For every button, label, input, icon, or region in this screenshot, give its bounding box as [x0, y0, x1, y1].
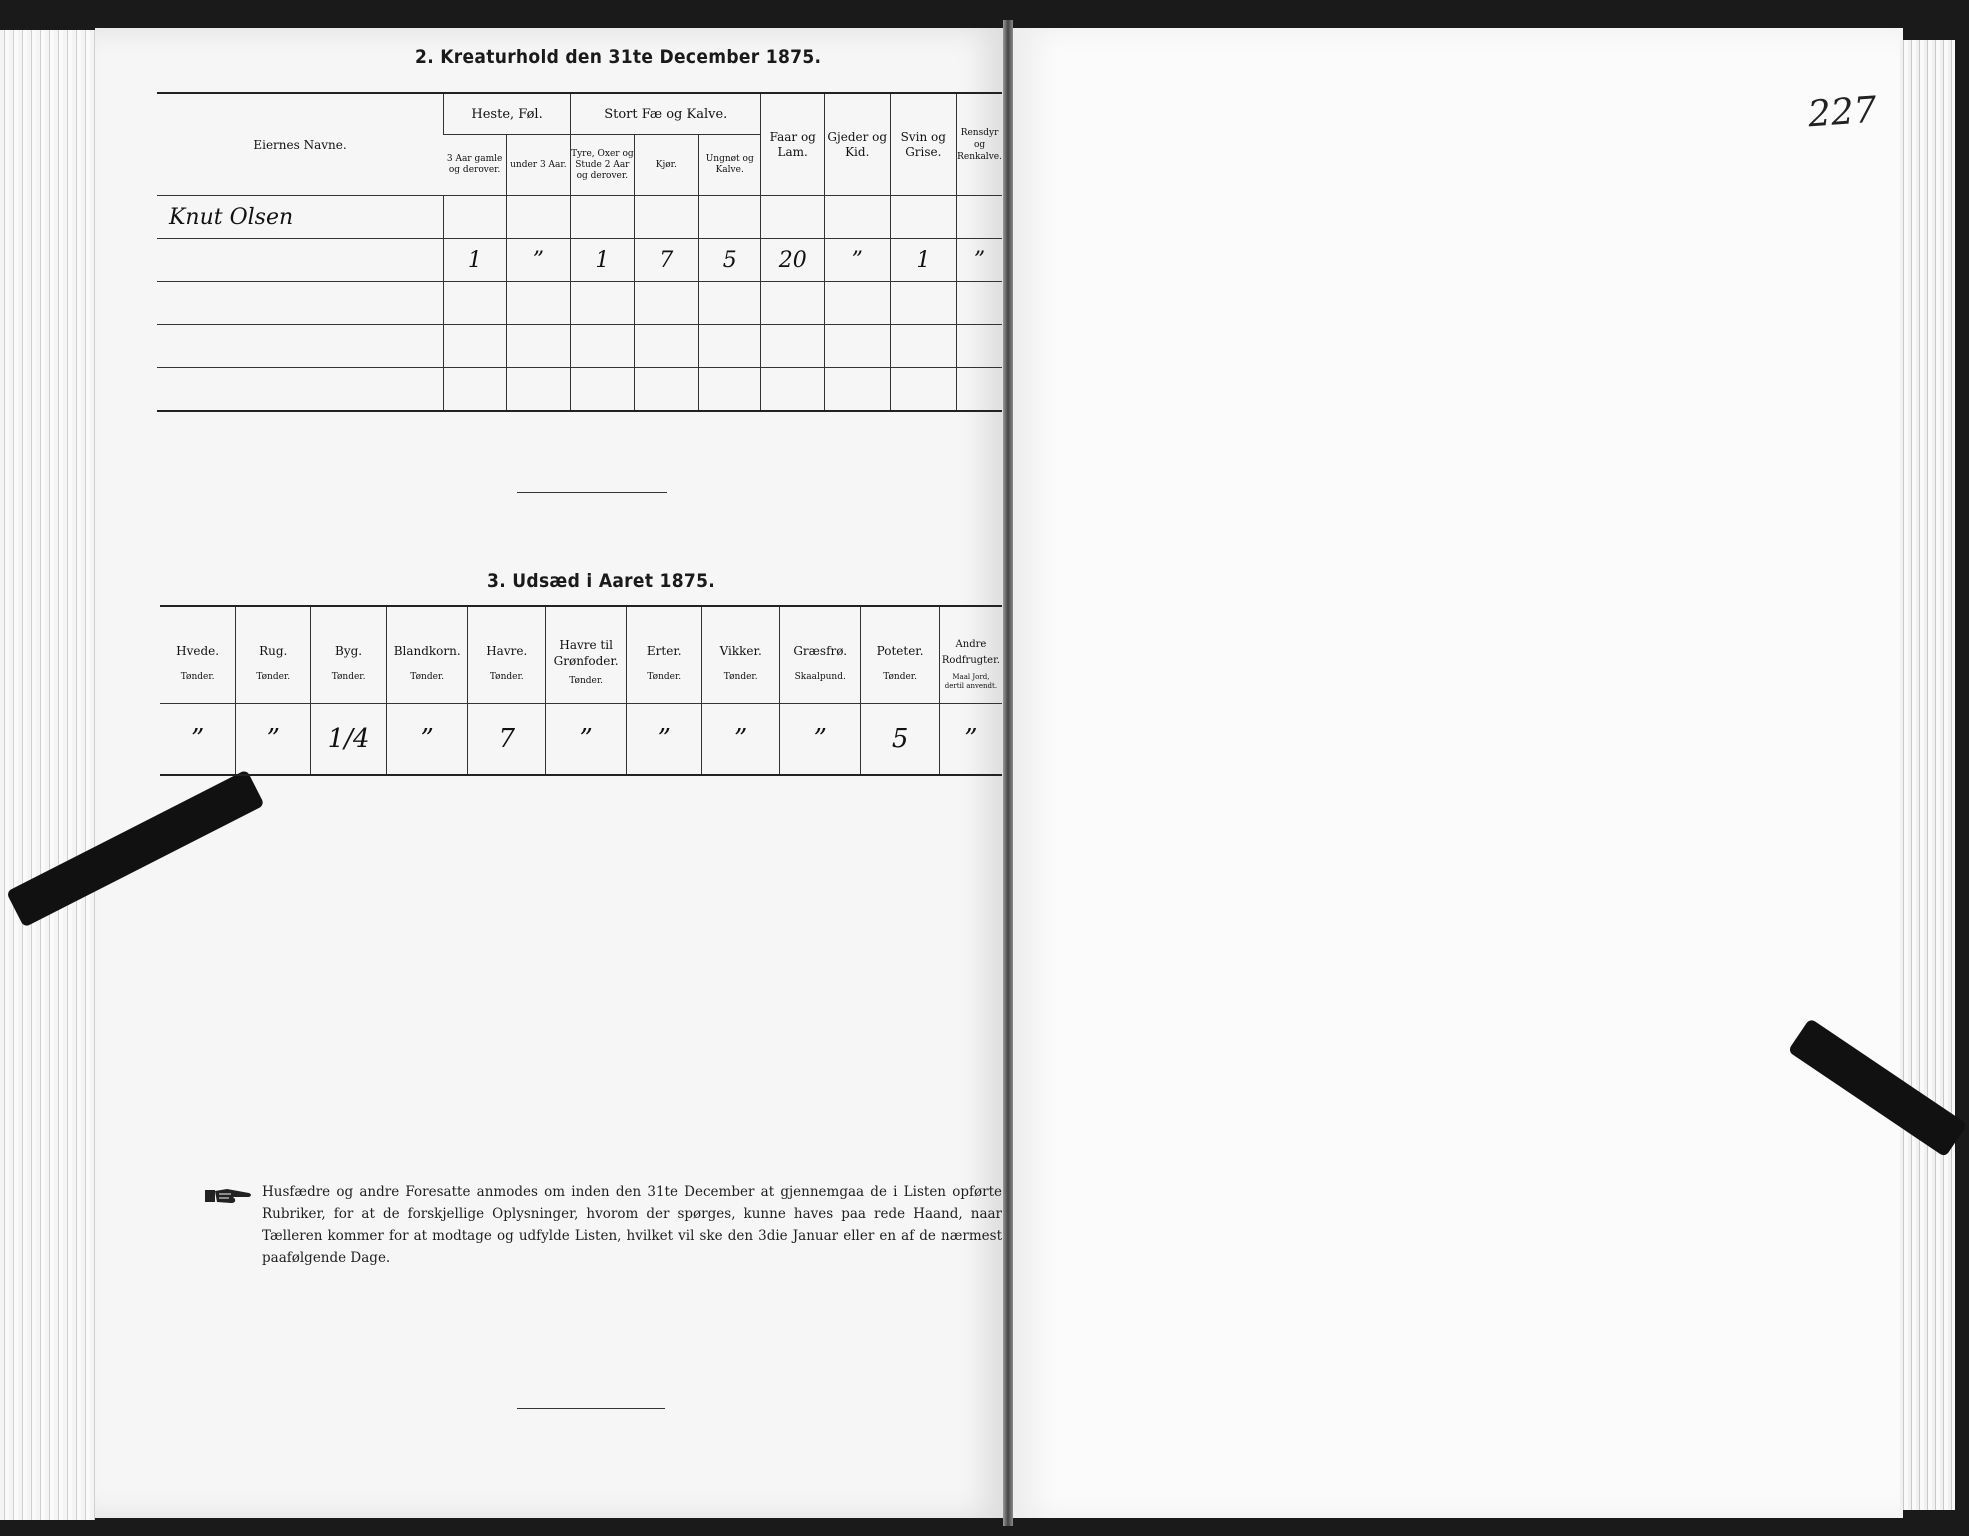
col-heste-young: under 3 Aar.: [506, 135, 570, 196]
table-cell: [571, 196, 635, 239]
scan-border: [1955, 0, 1969, 1536]
col-byg: Byg. Tønder.: [311, 606, 387, 704]
col-andre-rodfrugter: Andre Rodfrugter. Maal Jord, dertil anvendt.: [939, 606, 1002, 704]
col-blandkorn: Blandkorn. Tønder.: [386, 606, 467, 704]
divider-rule-bottom: [517, 1408, 665, 1409]
col-havre: Havre. Tønder.: [468, 606, 546, 704]
table-cell: [444, 325, 507, 368]
col-storfe-tyre: Tyre, Oxer og Stude 2 Aar og derover.: [571, 135, 635, 196]
table-cell: ”: [957, 239, 1002, 282]
table-cell: [890, 282, 957, 325]
table-cell: [761, 325, 824, 368]
table-cell: [890, 325, 957, 368]
table-cell: [571, 325, 635, 368]
table-cell: [957, 325, 1002, 368]
table-cell: [890, 196, 957, 239]
table-cell: [444, 368, 507, 412]
table-cell: [634, 196, 698, 239]
col-storfe-kjor: Kjør.: [634, 135, 698, 196]
table-cell: [761, 196, 824, 239]
table-cell: 7: [634, 239, 698, 282]
table-cell: [506, 368, 570, 412]
table-cell: ”: [780, 704, 861, 776]
table-cell: ”: [236, 704, 311, 776]
table-cell: [698, 368, 761, 412]
book-gutter: [1003, 20, 1013, 1526]
table-cell: [698, 282, 761, 325]
col-storfe: Stort Fæ og Kalve.: [571, 93, 761, 135]
owner-name-cell: [157, 325, 444, 368]
table-cell: [571, 282, 635, 325]
col-rensdyr: Rensdyr og Renkalve.: [957, 93, 1002, 196]
seed-table: [160, 605, 1002, 776]
col-poteter: Poteter. Tønder.: [861, 606, 940, 704]
table-cell: 1: [444, 239, 507, 282]
table-cell: [444, 196, 507, 239]
table-cell: [506, 325, 570, 368]
table-cell: [824, 282, 890, 325]
table-cell: [957, 368, 1002, 412]
table-cell: 5: [698, 239, 761, 282]
col-graesfro: Græsfrø. Skaalpund.: [780, 606, 861, 704]
table-cell: [957, 196, 1002, 239]
owner-name-cell: [157, 368, 444, 412]
table-cell: [634, 282, 698, 325]
right-page: [1013, 28, 1903, 1518]
col-vikker: Vikker. Tønder.: [702, 606, 780, 704]
table-cell: [824, 368, 890, 412]
table-cell: [824, 325, 890, 368]
table-cell: [957, 282, 1002, 325]
table-cell: [890, 368, 957, 412]
col-storfe-ungnot: Ungnøt og Kalve.: [698, 135, 761, 196]
table-cell: ”: [160, 704, 236, 776]
col-heste-old: 3 Aar gamle og derover.: [444, 135, 507, 196]
table-cell: ”: [546, 704, 627, 776]
table-cell: ”: [824, 239, 890, 282]
table-cell: [698, 325, 761, 368]
pointing-hand-icon: [205, 1186, 253, 1206]
table-cell: ”: [386, 704, 467, 776]
table-cell: [698, 196, 761, 239]
table-cell: ”: [702, 704, 780, 776]
table-row: [157, 325, 1002, 368]
right-page-edges: [1900, 40, 1955, 1510]
table-cell: ”: [506, 239, 570, 282]
table-row: [160, 704, 1002, 776]
table-cell: ”: [627, 704, 702, 776]
table-cell: [761, 368, 824, 412]
table-row: [157, 196, 1002, 239]
table-cell: [444, 282, 507, 325]
col-erter: Erter. Tønder.: [627, 606, 702, 704]
left-page-edges: [0, 30, 95, 1520]
table-row: [157, 239, 1002, 282]
col-gjeder: Gjeder og Kid.: [824, 93, 890, 196]
table-cell: [506, 196, 570, 239]
table-row: [157, 368, 1002, 412]
table-cell: 20: [761, 239, 824, 282]
instructions-notice: Husfædre og andre Foresatte anmodes om inden den 31te December at gjennemgaa de i Listen opførte Rubriker, for at de forskjellige Oplysninger, hvorom der spørges, kunne haves paa rede Haand, naar Tælleren kommer for at modtage og udfylde Listen, hvilket vil ske den 3die Januar eller en af de nærmest paafølgende Dage.: [262, 1184, 1002, 1266]
table-cell: [761, 282, 824, 325]
col-svin: Svin og Grise.: [890, 93, 957, 196]
table-cell: [824, 196, 890, 239]
col-rug: Rug. Tønder.: [236, 606, 311, 704]
table-cell: 1: [571, 239, 635, 282]
table-cell: [506, 282, 570, 325]
table-cell: 1/4: [311, 704, 387, 776]
owner-name-cell: Knut Olsen: [157, 196, 444, 239]
table-cell: ”: [939, 704, 1002, 776]
table-row: [157, 282, 1002, 325]
col-faar: Faar og Lam.: [761, 93, 824, 196]
table-cell: [634, 368, 698, 412]
table-cell: [634, 325, 698, 368]
table-cell: 1: [890, 239, 957, 282]
col-hvede: Hvede. Tønder.: [176, 644, 220, 682]
col-heste: Heste, Føl.: [444, 93, 571, 135]
divider-rule: [517, 492, 667, 493]
col-owner-names: Eiernes Navne.: [253, 137, 347, 152]
handwritten-page-number: 227: [1806, 89, 1879, 136]
section-3-title: 3. Udsæd i Aaret 1875.: [487, 570, 716, 592]
owner-name-cell: [157, 282, 444, 325]
livestock-table: [157, 92, 1002, 412]
col-havre-gronfoder: Havre til Grønfoder. Tønder.: [546, 606, 627, 704]
section-2-title: 2. Kreaturhold den 31te December 1875.: [415, 46, 822, 68]
table-cell: 5: [861, 704, 940, 776]
owner-name-cell: [157, 239, 444, 282]
table-cell: 7: [468, 704, 546, 776]
table-cell: [571, 368, 635, 412]
